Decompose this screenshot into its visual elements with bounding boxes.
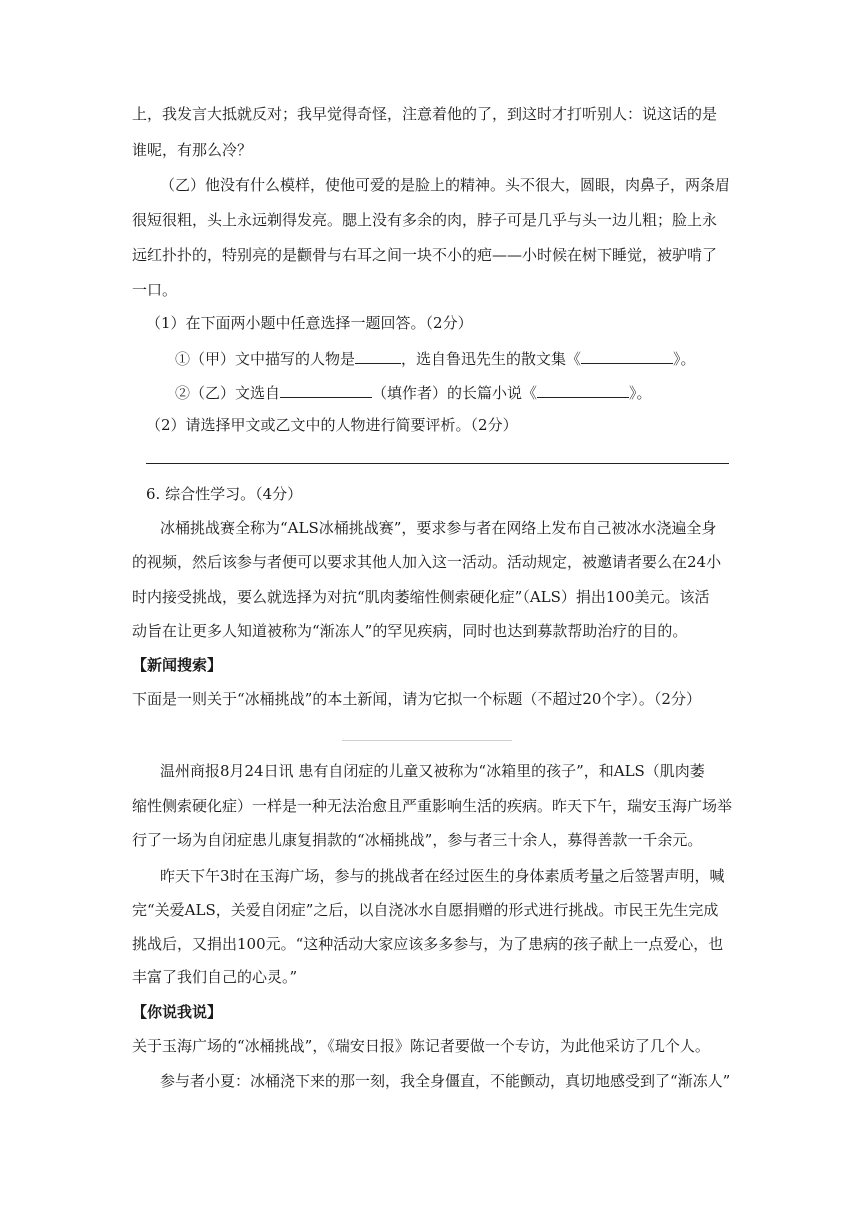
option-text: 》。	[629, 384, 652, 402]
answer-line[interactable]	[146, 463, 729, 464]
text-line: 昨天下午3时在玉海广场，参与的挑战者在经过医生的身体素质考量之后签署声明，喊	[160, 867, 725, 885]
you-say-i-say-heading: 【你说我说】	[132, 1003, 223, 1021]
text-line: 缩性侧索硬化症）一样是一种无法治愈且严重影响生活的疾病。昨天下午，瑞安玉海广场举	[132, 797, 733, 815]
title-answer-line[interactable]	[342, 740, 512, 741]
text-line: 谁呢，有那么冷？	[132, 141, 253, 159]
news-task: 下面是一则关于“冰桶挑战”的本土新闻，请为它拟一个标题（不超过20个字）。（2分）	[132, 690, 701, 708]
text-line: 远红扑扑的，特别亮的是颧骨与右耳之间一块不小的疤——小时候在树下睡觉，被驴啃了	[132, 246, 718, 264]
text-line: 丰富了我们自己的心灵。”	[132, 968, 298, 986]
text-line: 时内接受挑战，要么就选择为对抗“肌肉萎缩性侧索硬化症”（ALS）捐出100美元。该活	[132, 588, 710, 606]
question-1-option-2	[175, 381, 652, 403]
text-line: 冰桶挑战赛全称为“ALS冰桶挑战赛”，要求参与者在网络上发布自己被冰水浇遍全身	[160, 519, 717, 537]
section-6-heading: 6. 综合性学习。（4分）	[146, 485, 303, 503]
option-text: ，选自鲁迅先生的散文集《	[401, 350, 582, 368]
option-text: ①（甲）文中描写的人物是	[175, 350, 356, 368]
answer-blank-person[interactable]	[355, 347, 401, 364]
answer-blank-author[interactable]	[280, 381, 372, 398]
text-line: 温州商报8月24日讯 患有自闭症的儿童又被称为“冰箱里的孩子”，和ALS（肌肉萎	[160, 762, 705, 780]
option-text: ②（乙）文选自	[175, 384, 281, 402]
text-line: 动旨在让更多人知道被称为“渐冻人”的罕见疾病，同时也达到募款帮助治疗的目的。	[132, 622, 688, 640]
text-line: 一口。	[132, 281, 178, 299]
answer-blank-collection[interactable]	[581, 347, 673, 364]
text-line: 挑战后，又捐出100元。“这种活动大家应该多多参与，为了患病的孩子献上一点爱心，也	[132, 935, 724, 953]
text-line: 关于玉海广场的“冰桶挑战”，《瑞安日报》陈记者要做一个专访，为此他采访了几个人。	[132, 1037, 710, 1055]
text-line: 的视频，然后该参与者便可以要求其他人加入这一活动。活动规定，被邀请者要么在24小	[132, 553, 722, 571]
question-1-option-1	[175, 347, 696, 369]
question-1-stem: （1）在下面两小题中任意选择一题回答。（2分）	[146, 314, 473, 332]
option-text: （填作者）的长篇小说《	[372, 384, 538, 402]
text-line: 完“关爱ALS，关爱自闭症”之后，以自浇冰水自愿捐赠的形式进行挑战。市民王先生完成	[132, 901, 719, 919]
option-text: 》。	[673, 350, 696, 368]
answer-blank-novel[interactable]	[537, 381, 629, 398]
text-line: 行了一场为自闭症患儿康复捐款的“冰桶挑战”，参与者三十余人，募得善款一千余元。	[132, 831, 703, 849]
text-line: 很短很粗，头上永远剃得发亮。腮上没有多余的肉，脖子可是几乎与头一边儿粗；脸上永	[132, 211, 718, 229]
text-line: 参与者小夏：冰桶浇下来的那一刻，我全身僵直，不能颤动，真切地感受到了“渐冻人”	[160, 1072, 731, 1090]
news-search-heading: 【新闻搜索】	[132, 656, 223, 674]
text-line: （乙）他没有什么模样，使他可爱的是脸上的精神。头不很大，圆眼，肉鼻子，两条眉	[160, 176, 731, 194]
question-2-stem: （2）请选择甲文或乙文中的人物进行简要评析。（2分）	[146, 416, 518, 434]
text-line: 上，我发言大抵就反对；我早觉得奇怪，注意着他的了，到这时才打听别人：说这话的是	[132, 105, 718, 123]
